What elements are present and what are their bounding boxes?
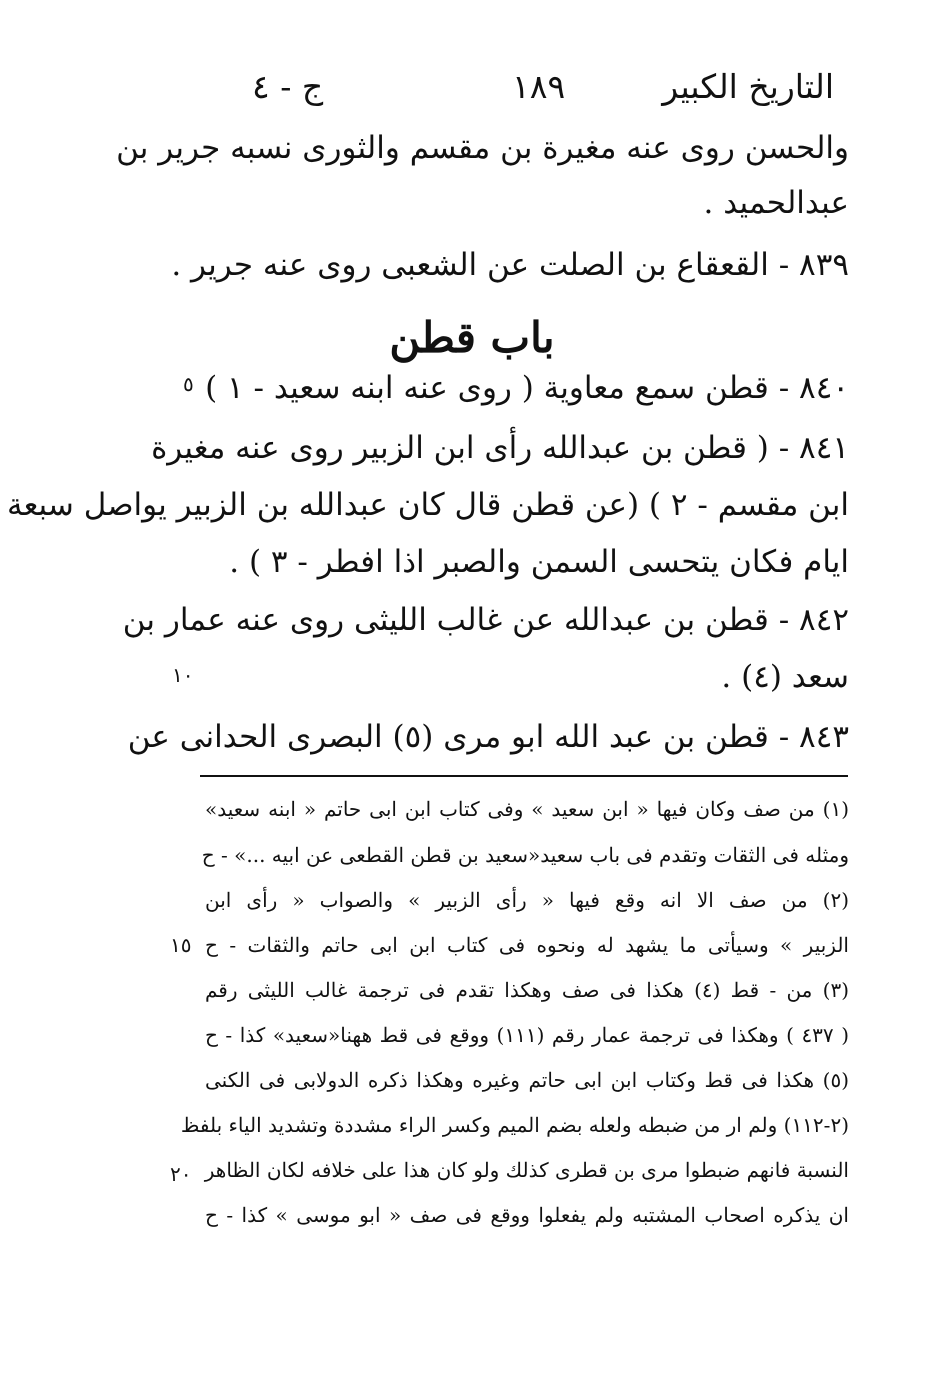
footnote-line: (٥) هكذا فى قط وكتاب ابن ابى حاتم وغيره وهكذا ذكره الدولابى فى الكنى bbox=[205, 1068, 849, 1092]
entry-839: ٨٣٩ - القعقاع بن الصلت عن الشعبى روى عنه جرير . bbox=[171, 247, 849, 283]
footnote-line: الزبير » وسيأتى ما يشهد له ونحوه فى كتاب ابن ابى حاتم والثقات - ح bbox=[205, 933, 849, 957]
volume-label: ج - ٤ bbox=[252, 67, 324, 106]
footnote-line: ( ٤٣٧ ) وهكذا فى ترجمة عمار رقم (١١١) ووقع فى قط ههنا«سعيد» كذا - ح bbox=[205, 1023, 850, 1047]
entry-841: ٨٤١ - ( قطن بن عبدالله رأى ابن الزبير روى عنه مغيرة bbox=[151, 430, 849, 466]
footnote-line: (٢-١١٢) ولم ار من ضبطه ولعله بضم الميم وكسر الراء مشددة وتشديد الياء بلفظ bbox=[180, 1113, 849, 1137]
body-line: سعد (٤) . bbox=[721, 659, 849, 695]
entry-842: ٨٤٢ - قطن بن عبدالله عن غالب الليثى روى عنه عمار بن bbox=[122, 602, 849, 638]
margin-number-15: ١٥ bbox=[170, 933, 192, 957]
chapter-title: باب قطن bbox=[389, 313, 555, 362]
page-number: ١٨٩ bbox=[512, 67, 566, 106]
body-line: ابن مقسم - ٢ ) (عن قطن قال كان عبدالله بن الزبير يواصل سبعة bbox=[6, 487, 849, 523]
footnote-line: (٢) من صف الا انه وقع فيها « رأى الزبير » والصواب « رأى ابن bbox=[205, 888, 849, 912]
body-line: والحسن روى عنه مغيرة بن مقسم والثورى نسبه جرير بن bbox=[116, 130, 849, 166]
footnote-line: ومثله فى الثقات وتقدم فى باب سعيد«سعيد بن قطن القطعى عن ابيه ...» - ح bbox=[201, 843, 849, 867]
footnote-line: النسبة فانهم ضبطوا مرى بن قطرى كذلك ولو كان هذا على خلافه لكان الظاهر bbox=[204, 1158, 849, 1182]
body-line: عبدالحميد . bbox=[703, 185, 849, 221]
footnote-line: (١) من صف وكان فيها « ابن سعيد » وفى كتاب ابن ابى حاتم « ابنه سعيد» bbox=[205, 797, 849, 821]
margin-number-5: ٥ bbox=[183, 372, 194, 396]
margin-number-20: ٢٠ bbox=[170, 1162, 192, 1186]
margin-number-10: ١٠ bbox=[172, 663, 194, 687]
footnote-line: (٣) من - قط (٤) هكذا فى صف وهكذا تقدم فى ترجمة غالب الليثى رقم bbox=[205, 978, 849, 1002]
entry-843: ٨٤٣ - قطن بن عبد الله ابو مرى (٥) البصرى الحدانى عن bbox=[127, 719, 849, 755]
running-title: التاريخ الكبير bbox=[662, 67, 834, 106]
body-line: ايام فكان يتحسى السمن والصبر اذا افطر - ٣ ) . bbox=[229, 544, 849, 580]
footnote-line: ان يذكره اصحاب المشتبه ولم يفعلوا ووقع فى صف « ابو موسى » كذا - ح bbox=[205, 1203, 849, 1227]
entry-840: ٨٤٠ - قطن سمع معاوية ( روى عنه ابنه سعيد - ١ ) bbox=[205, 370, 849, 406]
footnote-rule bbox=[200, 775, 848, 777]
